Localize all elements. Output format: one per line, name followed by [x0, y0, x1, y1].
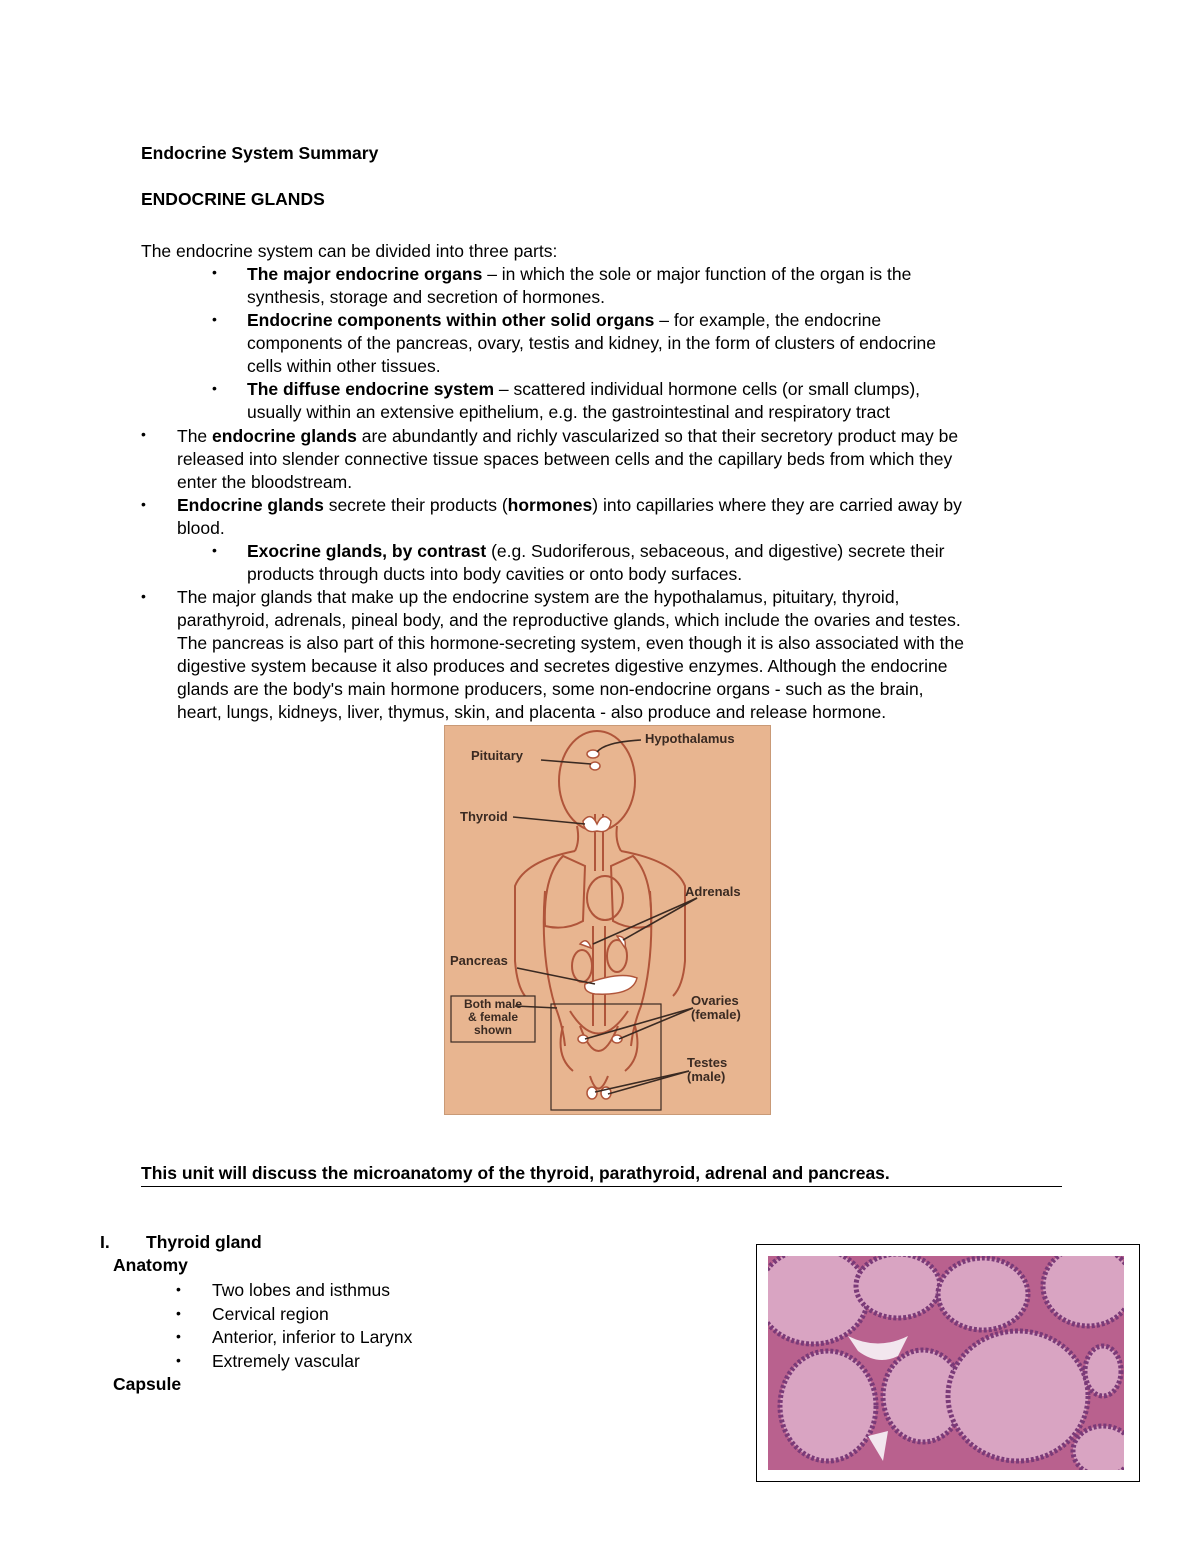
list-item-cont: usually within an extensive epithelium, e.g. the gastrointestinal and respiratory tract [247, 402, 890, 422]
list-item: The major glands that make up the endocrine system are the hypothalamus, pituitary, thyroid, [177, 587, 900, 607]
label-both-sexes: Both male & female shown [463, 997, 522, 1037]
list-item: Extremely vascular [212, 1351, 360, 1371]
list-item-cont: released into slender connective tissue spaces between cells and the capillary beds from which they [177, 449, 953, 469]
label-hypothalamus: Hypothalamus [645, 731, 735, 746]
thyroid-gland [583, 817, 611, 832]
list-item: Exocrine glands, by contrast (e.g. Sudoriferous, sebaceous, and digestive) secrete their [247, 541, 945, 561]
list-item: The major endocrine organs – in which the sole or major function of the organ is the [247, 264, 912, 284]
list-item-cont: heart, lungs, kidneys, liver, thymus, skin, and placenta - also produce and release hormone. [177, 702, 887, 722]
label-ovaries: Ovaries (female) [691, 993, 741, 1022]
adrenal-right [617, 936, 625, 948]
list-item: The diffuse endocrine system – scattered individual hormone cells (or small clumps), [247, 379, 921, 399]
list-item: Endocrine glands secrete their products (hormones) into capillaries where they are carried away by [177, 495, 962, 515]
subheading-anatomy: Anatomy [113, 1255, 188, 1275]
bullet: • [141, 588, 146, 604]
list-item: Two lobes and isthmus [212, 1280, 391, 1300]
label-adrenals: Adrenals [685, 884, 741, 899]
label-pituitary: Pituitary [471, 748, 524, 763]
page-title: Endocrine System Summary [141, 143, 379, 163]
list-item-cont: blood. [177, 518, 225, 538]
bullet: • [176, 1305, 181, 1321]
subheading-capsule: Capsule [113, 1374, 182, 1394]
testis-left [587, 1087, 597, 1099]
adrenal-left [580, 941, 591, 948]
thyroid-micrograph [768, 1256, 1124, 1470]
list-item-cont: parathyroid, adrenals, pineal body, and the reproductive glands, which include the ovaries and testes. [177, 610, 961, 630]
bullet: • [176, 1281, 181, 1297]
bullet: • [212, 264, 217, 280]
list-item-cont: components of the pancreas, ovary, testis and kidney, in the form of clusters of endocrine [247, 333, 937, 353]
list-item: Anterior, inferior to Larynx [212, 1327, 413, 1347]
label-pancreas: Pancreas [450, 953, 508, 968]
list-item-cont: glands are the body's main hormone producers, some non-endocrine organs - such as the brain, [177, 679, 924, 699]
unit-note: This unit will discuss the microanatomy of the thyroid, parathyroid, adrenal and pancreas. [141, 1163, 1062, 1187]
section-heading: ENDOCRINE GLANDS [141, 189, 325, 209]
list-item-cont: synthesis, storage and secretion of hormones. [247, 287, 605, 307]
follicle-image-icon [768, 1256, 1124, 1470]
list-item-cont: cells within other tissues. [247, 356, 441, 376]
list-item-cont: The pancreas is also part of this hormone-secreting system, even though it is also associated with the [177, 633, 964, 653]
section-heading-thyroid: Thyroid gland [146, 1232, 262, 1252]
bullet: • [141, 496, 146, 512]
bullet: • [212, 311, 217, 327]
bullet: • [141, 426, 146, 442]
bullet: • [212, 380, 217, 396]
list-item: Endocrine components within other solid organs – for example, the endocrine [247, 310, 882, 330]
section-numeral: I. [100, 1232, 110, 1252]
label-testes: Testes (male) [687, 1055, 728, 1084]
list-item-cont: products through ducts into body cavities or onto body surfaces. [247, 564, 743, 584]
intro-text: The endocrine system can be divided into three parts: [141, 241, 558, 261]
bullet: • [176, 1328, 181, 1344]
endocrine-diagram [444, 725, 771, 1115]
list-item: Cervical region [212, 1304, 329, 1324]
bullet: • [212, 542, 217, 558]
bullet: • [176, 1352, 181, 1368]
pituitary-gland [590, 762, 600, 770]
list-item: The endocrine glands are abundantly and richly vascularized so that their secretory product may be [177, 426, 959, 446]
list-item-cont: digestive system because it also produces and secretes digestive enzymes. Although the endocrine [177, 656, 948, 676]
list-item-cont: enter the bloodstream. [177, 472, 353, 492]
label-thyroid: Thyroid [460, 809, 508, 824]
